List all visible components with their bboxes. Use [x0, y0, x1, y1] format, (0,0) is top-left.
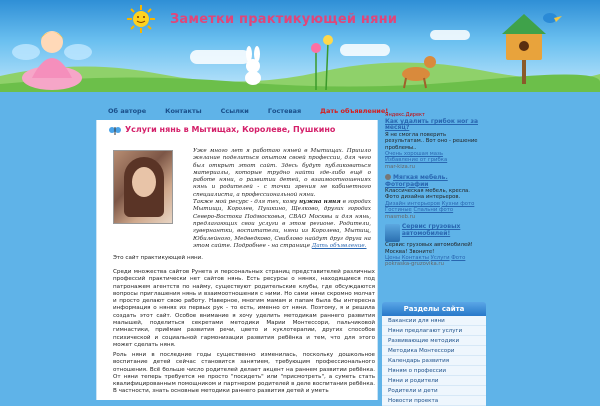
ad-sublink[interactable]: Спальни фото [413, 207, 454, 214]
intro-paragraph-1: Уже много лет я работаю няней в Мытищах. Пришло желание поделиться опытом своей профессии, для чего был открыт этот сайт. Здесь будут публиковаться материалы, которые трудно найти где-либо ещё о работе няни, о развитии детей, о взаимоотношениях нянь и родителей - с точки зрения не кабинетного специалиста, а профессиональной няни. [193, 148, 371, 198]
ad-text: Сервис грузовых автомобилей! Москва! Звоните! [385, 242, 473, 255]
article-paragraph: Среди множества сайтов Рунета и персональных страниц представителей различных профессий практически нет сайтов нянь. Есть ресурсы о нянях, находящиеся под патронажем агентств по найму, существуют родительские клубы, где обсуждаются вопросы приглашения нянь и взаимоотношения с ними. Но сами няни скромно молчат и просто делают свою работу. Наверное, многим мамам и папам была бы интересна информация о нянях из первых рук - то есть, именно от няни. Поэтому, я и решила создать этот сайт. Особое внимание я хочу уделить методикам раннего развития малышей, поделиться секретами методики Марии Монтессори, пальчиковой гимнастики, приёмам развития речи, цвето и куклотерапии, других способов психической и социальной гармонизации развития ребёнка и тем, что для этого может сделать няня. [113, 269, 375, 348]
nav-contacts-link[interactable]: Контакты [165, 107, 202, 115]
ad-sublink[interactable]: Фото [451, 254, 466, 261]
ad-sublink[interactable]: Контакты [401, 254, 429, 261]
ad-sublink[interactable]: Кухни фото [441, 200, 475, 207]
butterfly-icon [109, 126, 121, 136]
ad-text: Классическая мебель, кресла. Фото дизайна интерьеров. [385, 188, 470, 201]
post-ad-link[interactable]: Дать объявление. [311, 242, 367, 249]
ad-block [385, 119, 483, 170]
article-paragraph: Роль няни в последние годы существенно изменилась, поскольку дошкольное воспитание детей сейчас становится занятием, требующим профессионального отношения. Всё больше число родителей делает акцент на раннем развитии ребёнка. От няни теперь требуется не просто "посидеть" или "присмотреть", а суметь стать квалифицированным помощником и партнером родителей в деле воспитания ребёнка. В частности, знать основные методики раннего развития детей и уметь [113, 352, 375, 395]
author-photo [113, 150, 173, 224]
sections-title: Разделы сайта [382, 302, 486, 316]
ad-sublink[interactable]: Очень хорошая мазь [385, 151, 443, 158]
site-header [0, 0, 600, 92]
section-link[interactable]: Родители и дети [382, 386, 486, 396]
article-title: Услуги нянь в Мытищах, Королеве, Пушкино [125, 125, 336, 134]
truck-icon [385, 224, 400, 242]
sun-icon [126, 4, 156, 34]
ad-sublink[interactable]: Услуги [430, 254, 450, 261]
nav-post-ad-link[interactable]: Дать объявление! [320, 107, 389, 115]
ad-title-link[interactable]: Сервис грузовых автомобилей! [401, 223, 461, 237]
ad-url[interactable]: mar-kiza.ru [385, 163, 415, 170]
intro-paragraph-2a: Также мой ресурс - для тех, кому [193, 199, 300, 206]
ad-sublink[interactable]: Цены [385, 254, 401, 261]
yandex-direct-label[interactable]: Яндекс.Директ [385, 112, 425, 118]
article-paragraph: Это сайт практикующей няни. [113, 255, 204, 261]
top-navigation [98, 103, 389, 119]
section-link[interactable]: Няни и родители [382, 376, 486, 386]
nav-about-link[interactable]: Об авторе [108, 107, 147, 115]
section-link[interactable]: Развивающие методики [382, 336, 486, 346]
section-link[interactable]: Вакансии для няни [382, 316, 486, 326]
ad-sublink[interactable]: Гостиные [385, 207, 412, 214]
flowers-decoration [306, 30, 336, 90]
ad-title-text[interactable]: Мягкая мебель. Фотографии [385, 174, 448, 188]
intro-paragraph-2c: в городах Мытищи, Королев, Пушкино, Щелково, других городах Северо-Востока Подмосковья, СВАО Москвы и для нянь, предлагающих свои услуги в этом регионе. Родители, гувернантки, воспитатели, няни из Королева, Мытищ, Юбилейного, Медведково, Свиблово найдут друг друга на этом сайте. Подробнее - на странице [193, 199, 371, 249]
cloud-decoration [430, 30, 470, 40]
nav-links-link[interactable]: Ссылки [220, 107, 249, 115]
ad-sublink[interactable]: Избавление от грибка [385, 157, 448, 164]
sections-list [382, 316, 486, 406]
info-icon [385, 174, 391, 180]
section-link[interactable]: Няни предлагают услуги [382, 326, 486, 336]
ad-url[interactable]: masmeb.ru [385, 213, 416, 220]
section-link[interactable]: Новости проекта [382, 396, 486, 406]
fairy-girl-image [8, 18, 98, 92]
section-link[interactable]: Няням о профессии [382, 366, 486, 376]
ad-title-link[interactable] [385, 174, 483, 188]
bunny-icon [238, 46, 268, 86]
article-heading [109, 124, 379, 138]
ad-block [385, 174, 483, 220]
ad-truck-row [385, 224, 483, 242]
intro-highlight: нужна няня [299, 199, 341, 206]
ad-title-link[interactable]: Как удалить грибок ног за месяц? [385, 118, 479, 132]
site-title[interactable]: Заметки практикующей няни [170, 12, 398, 27]
nav-guestbook-link[interactable]: Гостевая [267, 107, 302, 115]
ad-text: Я не смогла поверить результатам.. Вот оно - решение проблемы.. [385, 131, 478, 151]
main-content [96, 120, 378, 400]
article-intro [193, 148, 371, 250]
section-link[interactable]: Календарь развития [382, 356, 486, 366]
birdhouse-icon [488, 4, 568, 84]
ad-url[interactable]: pokraska-gruzovika.ru [385, 261, 444, 268]
deer-icon [392, 48, 442, 88]
site-sections-menu [382, 302, 486, 406]
ad-sublink[interactable]: Дизайн интерьеров [385, 200, 440, 207]
ad-block [385, 224, 483, 268]
section-link[interactable]: Методика Монтессори [382, 346, 486, 356]
photo-face [132, 167, 156, 197]
